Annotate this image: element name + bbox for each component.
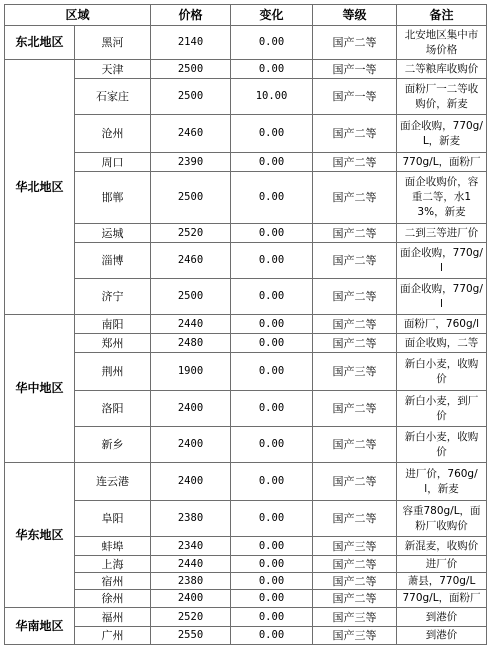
change-cell: 0.00 — [231, 153, 313, 172]
price-cell: 2400 — [151, 590, 231, 608]
price-cell: 2340 — [151, 537, 231, 556]
table-row — [5, 537, 487, 556]
price-cell: 2400 — [151, 391, 231, 427]
region-cell: 华南地区 — [5, 608, 75, 645]
table-row — [5, 224, 487, 243]
region-cell: 华北地区 — [5, 60, 75, 315]
price-cell: 2480 — [151, 334, 231, 353]
change-cell: 0.00 — [231, 279, 313, 315]
price-cell: 2520 — [151, 224, 231, 243]
grade-cell: 国产一等 — [313, 60, 397, 79]
header-region: 区域 — [5, 5, 151, 26]
table-row — [5, 279, 487, 315]
price-cell: 2440 — [151, 315, 231, 334]
change-cell: 0.00 — [231, 26, 313, 60]
city-cell: 蚌埠 — [75, 537, 151, 556]
note-cell: 进厂价，760g/l，新麦 — [397, 463, 487, 501]
price-cell: 2440 — [151, 556, 231, 573]
price-cell: 2400 — [151, 463, 231, 501]
city-cell: 荆州 — [75, 353, 151, 391]
table-row — [5, 353, 487, 391]
city-cell: 连云港 — [75, 463, 151, 501]
city-cell: 运城 — [75, 224, 151, 243]
price-cell: 2500 — [151, 279, 231, 315]
change-cell: 0.00 — [231, 501, 313, 537]
note-cell: 面粉厂一二等收购价，新麦 — [397, 79, 487, 115]
grade-cell: 国产二等 — [313, 172, 397, 224]
header-grade: 等级 — [313, 5, 397, 26]
change-cell: 0.00 — [231, 537, 313, 556]
change-cell: 0.00 — [231, 556, 313, 573]
table-row — [5, 172, 487, 224]
note-cell: 进厂价 — [397, 556, 487, 573]
table-body — [5, 26, 487, 645]
note-cell: 北安地区集中市场价格 — [397, 26, 487, 60]
table-row — [5, 556, 487, 573]
grade-cell: 国产二等 — [313, 279, 397, 315]
table-row — [5, 26, 487, 60]
note-cell: 新白小麦，到厂价 — [397, 391, 487, 427]
city-cell: 周口 — [75, 153, 151, 172]
note-cell: 面企收购，770g/l — [397, 243, 487, 279]
grade-cell: 国产二等 — [313, 334, 397, 353]
city-cell: 邯郸 — [75, 172, 151, 224]
grade-cell: 国产二等 — [313, 224, 397, 243]
change-cell: 0.00 — [231, 573, 313, 590]
city-cell: 淄博 — [75, 243, 151, 279]
city-cell: 新乡 — [75, 427, 151, 463]
city-cell: 徐州 — [75, 590, 151, 608]
city-cell: 洛阳 — [75, 391, 151, 427]
city-cell: 天津 — [75, 60, 151, 79]
grade-cell: 国产二等 — [313, 590, 397, 608]
region-cell: 华东地区 — [5, 463, 75, 608]
grade-cell: 国产二等 — [313, 573, 397, 590]
grade-cell: 国产二等 — [313, 153, 397, 172]
city-cell: 宿州 — [75, 573, 151, 590]
table-row — [5, 60, 487, 79]
table-row — [5, 427, 487, 463]
note-cell: 面企收购，770g/L，新麦 — [397, 115, 487, 153]
note-cell: 新混麦，收购价 — [397, 537, 487, 556]
change-cell: 0.00 — [231, 391, 313, 427]
note-cell: 二等粮库收购价 — [397, 60, 487, 79]
price-cell: 2520 — [151, 608, 231, 627]
city-cell: 南阳 — [75, 315, 151, 334]
price-table-container — [4, 4, 487, 645]
table-row — [5, 573, 487, 590]
note-cell: 二到三等进厂价 — [397, 224, 487, 243]
change-cell: 0.00 — [231, 243, 313, 279]
grade-cell: 国产二等 — [313, 391, 397, 427]
grade-cell: 国产二等 — [313, 427, 397, 463]
change-cell: 0.00 — [231, 315, 313, 334]
note-cell: 面粉厂，760g/l — [397, 315, 487, 334]
grade-cell: 国产二等 — [313, 463, 397, 501]
note-cell: 面企收购，二等 — [397, 334, 487, 353]
city-cell: 石家庄 — [75, 79, 151, 115]
city-cell: 黑河 — [75, 26, 151, 60]
price-cell: 2380 — [151, 573, 231, 590]
table-row — [5, 153, 487, 172]
grade-cell: 国产三等 — [313, 627, 397, 645]
header-note: 备注 — [397, 5, 487, 26]
change-cell: 0.00 — [231, 627, 313, 645]
grade-cell: 国产三等 — [313, 353, 397, 391]
table-row — [5, 115, 487, 153]
price-cell: 2500 — [151, 60, 231, 79]
table-row — [5, 391, 487, 427]
city-cell: 阜阳 — [75, 501, 151, 537]
price-cell: 2550 — [151, 627, 231, 645]
change-cell: 0.00 — [231, 115, 313, 153]
city-cell: 福州 — [75, 608, 151, 627]
table-row — [5, 590, 487, 608]
grade-cell: 国产三等 — [313, 537, 397, 556]
grade-cell: 国产二等 — [313, 315, 397, 334]
region-cell: 华中地区 — [5, 315, 75, 463]
city-cell: 济宁 — [75, 279, 151, 315]
note-cell: 容重780g/L，面粉厂收购价 — [397, 501, 487, 537]
price-cell: 2390 — [151, 153, 231, 172]
price-cell: 2460 — [151, 115, 231, 153]
grade-cell: 国产二等 — [313, 26, 397, 60]
grade-cell: 国产一等 — [313, 79, 397, 115]
change-cell: 0.00 — [231, 224, 313, 243]
table-row — [5, 627, 487, 645]
header-change: 变化 — [231, 5, 313, 26]
change-cell: 0.00 — [231, 427, 313, 463]
grade-cell: 国产三等 — [313, 608, 397, 627]
price-cell: 2500 — [151, 172, 231, 224]
grade-cell: 国产二等 — [313, 501, 397, 537]
change-cell: 0.00 — [231, 172, 313, 224]
header-price: 价格 — [151, 5, 231, 26]
note-cell: 新白小麦，收购价 — [397, 353, 487, 391]
price-cell: 1900 — [151, 353, 231, 391]
change-cell: 0.00 — [231, 334, 313, 353]
change-cell: 0.00 — [231, 590, 313, 608]
price-cell: 2380 — [151, 501, 231, 537]
city-cell: 广州 — [75, 627, 151, 645]
city-cell: 上海 — [75, 556, 151, 573]
change-cell: 10.00 — [231, 79, 313, 115]
price-cell: 2400 — [151, 427, 231, 463]
note-cell: 770g/L，面粉厂 — [397, 153, 487, 172]
table-row — [5, 501, 487, 537]
note-cell: 770g/L，面粉厂 — [397, 590, 487, 608]
table-row — [5, 79, 487, 115]
change-cell: 0.00 — [231, 60, 313, 79]
city-cell: 郑州 — [75, 334, 151, 353]
table-row — [5, 608, 487, 627]
note-cell: 面企收购价，容重二等，水13%，新麦 — [397, 172, 487, 224]
note-cell: 萧县，770g/L — [397, 573, 487, 590]
note-cell: 新白小麦，收购价 — [397, 427, 487, 463]
grade-cell: 国产二等 — [313, 243, 397, 279]
change-cell: 0.00 — [231, 353, 313, 391]
table-row — [5, 315, 487, 334]
grade-cell: 国产二等 — [313, 556, 397, 573]
region-cell: 东北地区 — [5, 26, 75, 60]
table-row — [5, 243, 487, 279]
table-row — [5, 463, 487, 501]
grade-cell: 国产二等 — [313, 115, 397, 153]
change-cell: 0.00 — [231, 608, 313, 627]
table-header-row — [5, 5, 487, 26]
note-cell: 到港价 — [397, 608, 487, 627]
note-cell: 面企收购，770g/l — [397, 279, 487, 315]
change-cell: 0.00 — [231, 463, 313, 501]
price-cell: 2500 — [151, 79, 231, 115]
wheat-price-table — [4, 4, 487, 645]
price-cell: 2460 — [151, 243, 231, 279]
table-row — [5, 334, 487, 353]
note-cell: 到港价 — [397, 627, 487, 645]
price-cell: 2140 — [151, 26, 231, 60]
city-cell: 沧州 — [75, 115, 151, 153]
